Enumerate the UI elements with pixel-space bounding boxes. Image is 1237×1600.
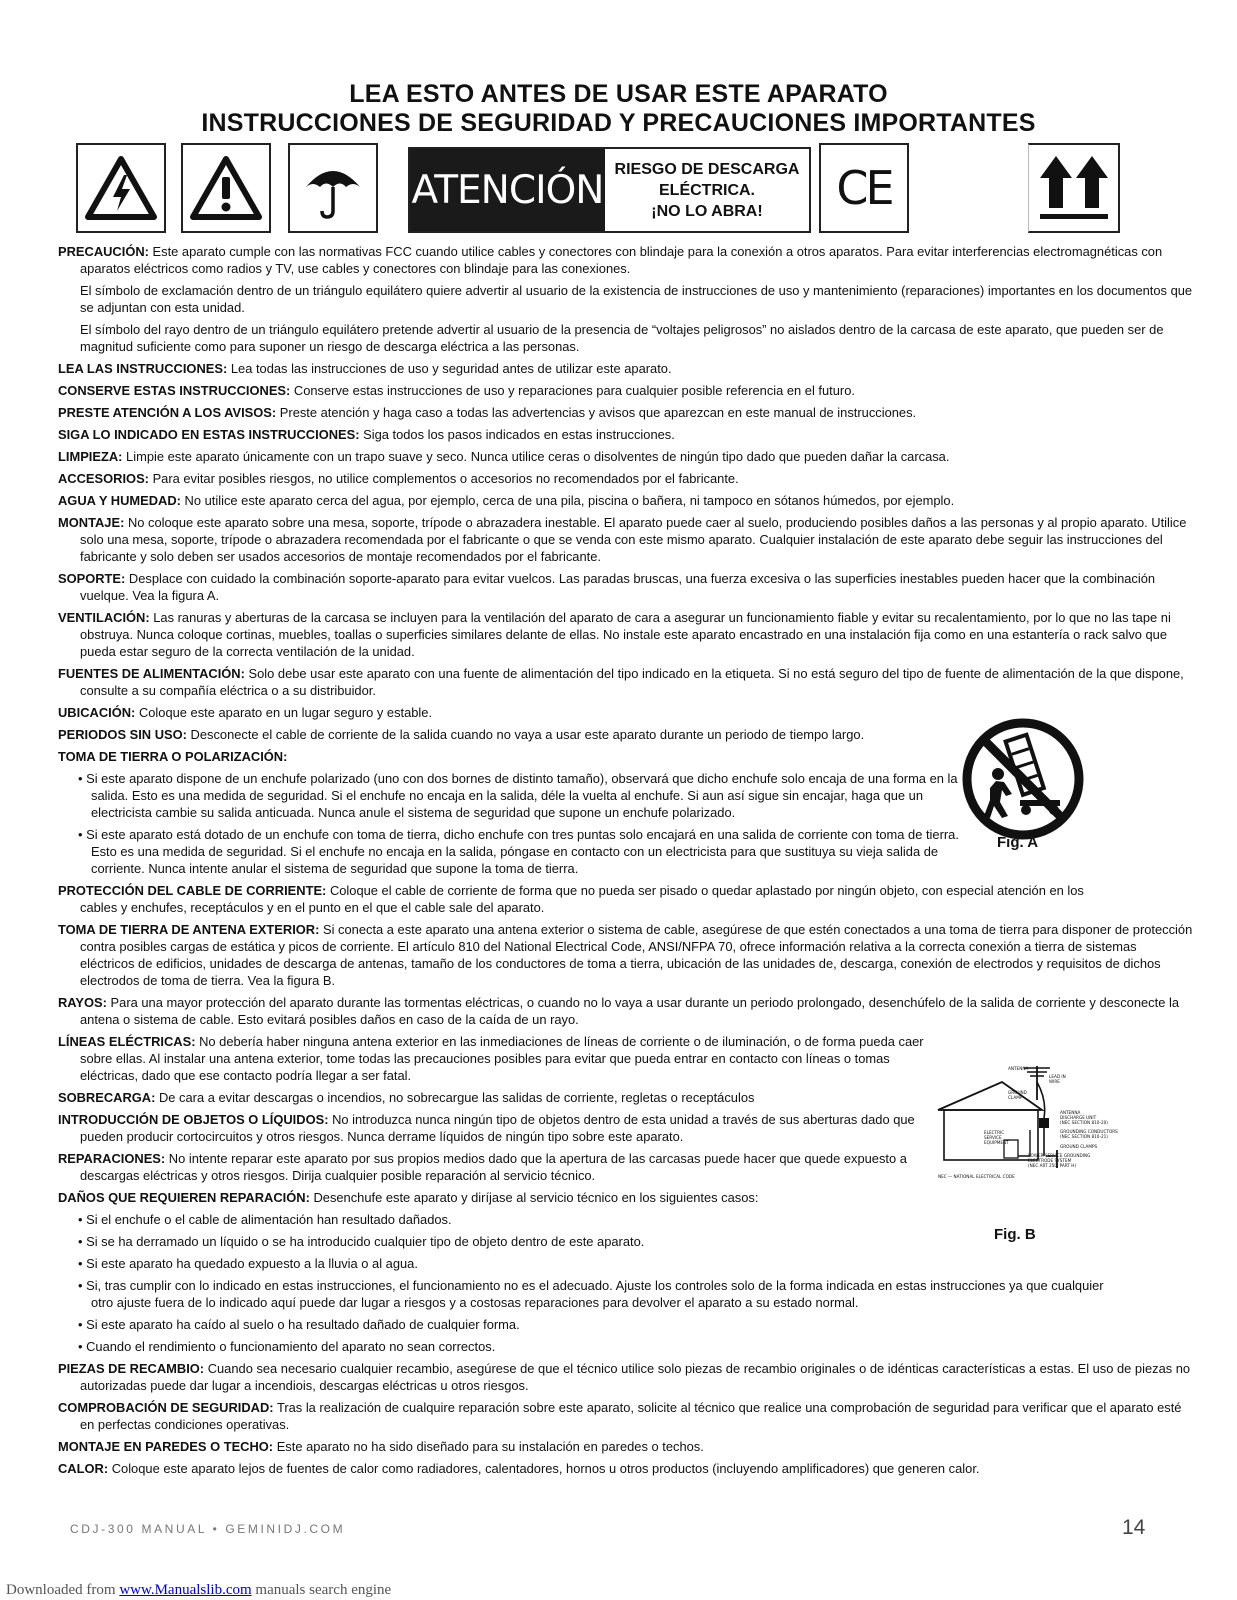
montaje-head: MONTAJE: xyxy=(58,515,125,530)
accesorios-text: Para evitar posibles riesgos, no utilice complementos o accesorios no recomendados por el fabricante. xyxy=(152,471,739,486)
reparaciones-head: REPARACIONES: xyxy=(58,1151,166,1166)
safety-instructions xyxy=(58,243,1193,1482)
preste-head: PRESTE ATENCIÓN A LOS AVISOS: xyxy=(58,405,277,420)
fuentes-text: Solo debe usar este aparato con una fuente de alimentación del tipo indicado en la etiqueta. Si no está seguro del tipo de fuente de alimentación de la que dispone, consulte a su compañía eléctrica o a su distribuidor. xyxy=(80,666,1184,698)
label-power-2: ELECTRODE SYSTEM xyxy=(1028,1158,1072,1163)
lineas-text: No debería haber ninguna antena exterior en las inmediaciones de líneas de corriente o de iluminación, o de forma pueda caer sobre ellas. Al instalar una antena exterior, tome todas las precauciones posibles para evitar que pueda entrar en contacto con líneas o tomas eléctricas, dado que ese contacto podría llegar a ser fatal. xyxy=(80,1034,924,1083)
danos-item-1: • Si el enchufe o el cable de alimentación han resultado dañados. xyxy=(78,1212,452,1227)
label-electric-3: EQUIPMENT xyxy=(984,1140,1009,1145)
manualslib-link[interactable]: www.Manualslib.com xyxy=(119,1582,252,1598)
label-wire: WIRE xyxy=(1049,1079,1060,1084)
ventilacion-text: Las ranuras y aberturas de la carcasa se incluyen para la ventilación del aparato de cara a asegurar un funcionamiento fiable y evitar su recalentamiento, por lo que no las tape ni obstruya. Nunca coloque cortinas, muebles, toallas o superficies similares delante de ellas. No instale este aparato encastrado en una instalación fija como en una estantería o rack salvo que pueda estar seguro de la correcta ventilación de la unidad. xyxy=(80,610,1171,659)
download-banner xyxy=(6,1582,391,1599)
page-subtitle: INSTRUCCIONES DE SEGURIDAD Y PRECAUCIONES IMPORTANTES xyxy=(201,109,1036,137)
label-electric-2: SERVICE xyxy=(984,1135,1002,1140)
proteccion-text: Coloque el cable de corriente de forma que no pueda ser pisado o quedar aplastado por ningún objeto, con especial atención en los cables y enchufes, receptáculos y en el punto en el que el cable sale del aparato. xyxy=(80,883,1084,915)
conserve-head: CONSERVE ESTAS INSTRUCCIONES: xyxy=(58,383,291,398)
this-way-up-arrows-icon xyxy=(1028,143,1120,233)
rayos-text: Para una mayor protección del aparato durante las tormentas eléctricas, o cuando no lo vaya a usar durante un periodo prolongado, desenchúfelo de la salida de corriente y desconecte la antena o sistema de cable. Esto evitará posibles daños en caso de la caída de un rayo. xyxy=(80,995,1179,1027)
preste-text: Preste atención y haga caso a todas las advertencias y avisos que aparezcan en este manual de instrucciones. xyxy=(279,405,917,420)
ce-mark-text: CE xyxy=(836,161,892,215)
label-ground-clamp-2: CLAMP xyxy=(1008,1095,1023,1100)
toma-bullet-2: • Si este aparato está dotado de un enchufe con toma de tierra, dicho enchufe con tres puntas solo encajará en una salida de corriente con toma de tierra. Esto es una medida de seguridad. Si el enchufe no encaja en la salida, póngase en contacto con un electricista para que sustituya su vieja salida de corriente. Nunca intente anular el sistema de seguridad que supone la toma de tierra. xyxy=(78,827,959,876)
download-prefix: Downloaded from xyxy=(6,1582,116,1598)
piezas-text: Cuando sea necesario cualquier recambio, asegúrese de que el técnico utilice solo piezas de recambio originales o de idénticas características a estas. El uso de piezas no autorizadas puede dar lugar a incendiois, descargas eléctricas u otros riesgos. xyxy=(80,1361,1191,1393)
attention-text: ATENCIÓN xyxy=(410,149,605,231)
footer-manual: CDJ-300 MANUAL • GEMINIDJ.COM xyxy=(70,1522,346,1536)
siga-head: SIGA LO INDICADO EN ESTAS INSTRUCCIONES: xyxy=(58,427,360,442)
label-nec: NEC — NATIONAL ELECTRICAL CODE xyxy=(938,1174,1015,1179)
label-power-3: (NEC ART 250, PART H) xyxy=(1028,1163,1077,1168)
comprobacion-head: COMPROBACIÓN DE SEGURIDAD: xyxy=(58,1400,274,1415)
soporte-text: Desplace con cuidado la combinación soporte-aparato para evitar vuelcos. Las paradas bruscas, una fuerza excesiva o las superficies inestables pueden hacer que la combinación vuelque. Vea la figura A. xyxy=(80,571,1156,603)
exclamation-triangle-icon xyxy=(181,143,271,233)
toma-head: TOMA DE TIERRA O POLARIZACIÓN: xyxy=(58,749,288,764)
limpieza-text: Limpie este aparato únicamente con un trapo suave y seco. Nunca utilice ceras o disolventes de ningún tipo dado que pueden dañar la carcasa. xyxy=(126,449,950,464)
warning-line-2: ELÉCTRICA. xyxy=(659,181,755,199)
label-antenna: ANTENNA xyxy=(1008,1066,1029,1071)
danos-item-4: • Si, tras cumplir con lo indicado en estas instrucciones, el funcionamiento no es el adecuado. Ajuste los controles solo de la forma indicada en estas instrucciones ya que cualquier otro ajuste fuera de lo indicado aquí puede dar lugar a riesgos y a costosas reparaciones para devolver el aparato a su estado normal. xyxy=(78,1278,1104,1310)
danos-item-2: • Si se ha derramado un líquido o se ha introducido cualquier tipo de objeto dentro de este aparato. xyxy=(78,1234,645,1249)
periodos-text: Desconecte el cable de corriente de la salida cuando no vaya a usar este aparato durante un periodo de tiempo largo. xyxy=(190,727,865,742)
calor-text: Coloque este aparato lejos de fuentes de calor como radiadores, calentadores, hornos u otros productos (incluyendo amplificadores) que generen calor. xyxy=(111,1461,980,1476)
limpieza-head: LIMPIEZA: xyxy=(58,449,123,464)
umbrella-icon xyxy=(288,143,378,233)
download-suffix: manuals search engine xyxy=(255,1582,392,1598)
paredes-head: MONTAJE EN PAREDES O TECHO: xyxy=(58,1439,274,1454)
figure-a-caption: Fig. A xyxy=(997,834,1039,851)
rayos-head: RAYOS: xyxy=(58,995,107,1010)
ubicacion-head: UBICACIÓN: xyxy=(58,705,136,720)
soporte-head: SOPORTE: xyxy=(58,571,126,586)
precaucion-head: PRECAUCIÓN: xyxy=(58,244,149,259)
label-discharge-3: (NEC SECTION 810-20) xyxy=(1060,1120,1108,1125)
reparaciones-text: No intente reparar este aparato por sus propios medios dado que la apertura de las carcasas puede hacer que quede expuesto a descargas eléctricas y otros riesgos. Dirija cualquier posible reparación al servicio técnico. xyxy=(80,1151,907,1183)
warning-label xyxy=(408,147,811,233)
label-electric-1: ELECTRIC xyxy=(984,1130,1005,1135)
lightning-triangle-icon xyxy=(76,143,166,233)
cart-tip-warning-icon xyxy=(960,716,1086,847)
paredes-text: Este aparato no ha sido diseñado para su instalación en paredes o techos. xyxy=(276,1439,704,1454)
exclamacion-text: El símbolo de exclamación dentro de un triángulo equilátero quiere advertir al usuario de la existencia de instrucciones de uso y mantenimiento (reparaciones) importantes en los documentos que se adjuntan con esta unidad. xyxy=(80,283,1193,315)
label-ground-clamp: GROUND xyxy=(1008,1090,1027,1095)
label-ground-clamps: GROUND CLAMPS xyxy=(1060,1144,1098,1149)
precaucion-text: Este aparato cumple con las normativas FCC cuando utilice cables y conectores con blindaje para la conexión a otros aparatos. Para evitar interferencias electromagnéticas con aparatos eléctricos como radios y TV, use cables y conectores con blindaje para las conexiones. xyxy=(80,244,1163,276)
label-power-1: POWER SERVICE GROUNDING xyxy=(1028,1153,1091,1158)
label-lead-in: LEAD IN xyxy=(1049,1074,1066,1079)
ce-mark-icon xyxy=(819,143,909,233)
montaje-text: No coloque este aparato sobre una mesa, soporte, trípode o abrazadera inestable. El aparato puede caer al suelo, produciendo posibles daños a las personas y al propio aparato. Utilice solo una mesa, soporte, trípode o abrazadera recomendada por el fabricante o que se venda con este mismo aparato. Cualquier instalación de este aparato debe seguir las instrucciones del fabricante y solo deben ser usados accesorios de montaje recomendados por el fabricante. xyxy=(80,515,1187,564)
conserve-text: Conserve estas instrucciones de uso y reparaciones para cualquier posible referencia en el futuro. xyxy=(293,383,855,398)
danos-item-5: • Si este aparato ha caído al suelo o ha resultado dañado de cualquier forma. xyxy=(78,1317,520,1332)
danos-head: DAÑOS QUE REQUIEREN REPARACIÓN: xyxy=(58,1190,310,1205)
label-conductors-1: GROUNDING CONDUCTORS xyxy=(1060,1129,1118,1134)
piezas-head: PIEZAS DE RECAMBIO: xyxy=(58,1361,205,1376)
siga-text: Siga todos los pasos indicados en estas instrucciones. xyxy=(363,427,675,442)
toma-bullet-1: • Si este aparato dispone de un enchufe polarizado (uno con dos bornes de distinto tamaño), observará que dicho enchufe solo encaja de una forma en la salida. Esto es una medida de seguridad. Si el enchufe no encaja en la salida, déle la vuelta al enchufe. Si aun así sigue sin encajar, haga que un electricista cambie su salida anticuada. Nunca anule el sistema de seguridad que supone un enchufe polarizado. xyxy=(78,771,958,820)
periodos-head: PERIODOS SIN USO: xyxy=(58,727,187,742)
sobrecarga-text: De cara a evitar descargas o incendios, no sobrecargue las salidas de corriente, regletas o receptáculos xyxy=(159,1090,755,1105)
comprobacion-text: Tras la realización de cualquire reparación sobre este aparato, solicite al técnico que realice una comprobación de seguridad para verificar que el aparato esté en perfectas condiciones operativas. xyxy=(80,1400,1182,1432)
ventilacion-head: VENTILACIÓN: xyxy=(58,610,150,625)
page-title: LEA ESTO ANTES DE USAR ESTE APARATO xyxy=(349,80,888,108)
rayo-text: El símbolo del rayo dentro de un triángulo equilátero pretende advertir al usuario de la presencia de “voltajes peligrosos” no aislados dentro de la carcasa de este aparato, que pueden ser de magnitud suficiente como para suponer un riesgo de descarga eléctrica a las personas. xyxy=(80,322,1164,354)
lineas-head: LÍNEAS ELÉCTRICAS: xyxy=(58,1034,196,1049)
label-discharge-1: ANTENNA xyxy=(1060,1110,1081,1115)
danos-item-6: • Cuando el rendimiento o funcionamiento del aparato no sean correctos. xyxy=(78,1339,496,1354)
agua-head: AGUA Y HUMEDAD: xyxy=(58,493,181,508)
calor-head: CALOR: xyxy=(58,1461,109,1476)
page-number: 14 xyxy=(1122,1516,1146,1539)
ubicacion-text: Coloque este aparato en un lugar seguro y estable. xyxy=(138,705,433,720)
label-conductors-2: (NEC SECTION 810-21) xyxy=(1060,1134,1108,1139)
warning-line-1: RIESGO DE DESCARGA xyxy=(614,160,800,178)
figure-b-caption: Fig. B xyxy=(994,1226,1036,1243)
introduccion-text: No introduzca nunca ningún tipo de objetos dentro de esta unidad a través de sus aberturas dado que pueden producir cortocircuitos y otros riesgos. Nunca derrame líquidos de ningún tipo sobre este aparato. xyxy=(80,1112,915,1144)
antena-head: TOMA DE TIERRA DE ANTENA EXTERIOR: xyxy=(58,922,320,937)
agua-text: No utilice este aparato cerca del agua, por ejemplo, cerca de una pila, piscina o bañera, ni tampoco en sótanos húmedos, por ejemplo. xyxy=(184,493,955,508)
introduccion-head: INTRODUCCIÓN DE OBJETOS O LÍQUIDOS: xyxy=(58,1112,329,1127)
accesorios-head: ACCESORIOS: xyxy=(58,471,149,486)
danos-text: Desenchufe este aparato y diríjase al servicio técnico en los siguientes casos: xyxy=(313,1190,759,1205)
danos-item-3: • Si este aparato ha quedado expuesto a la lluvia o al agua. xyxy=(78,1256,418,1271)
antenna-grounding-diagram xyxy=(932,1060,1128,1191)
lea-text: Lea todas las instrucciones de uso y seguridad antes de utilizar este aparato. xyxy=(230,361,672,376)
label-discharge-2: DISCHARGE UNIT xyxy=(1060,1115,1097,1120)
lea-head: LEA LAS INSTRUCCIONES: xyxy=(58,361,228,376)
fuentes-head: FUENTES DE ALIMENTACIÓN: xyxy=(58,666,245,681)
proteccion-head: PROTECCIÓN DEL CABLE DE CORRIENTE: xyxy=(58,883,327,898)
antena-text: Si conecta a este aparato una antena exterior o sistema de cable, asegúrese de que estén conectados a una toma de tierra para disponer de protección contra posibles cargas de estática y picos de corriente. El artículo 810 del National Electrical Code, ANSI/NFPA 70, ofrece información relativa a la correcta conexión a tierra de sistemas eléctricos de edificios, unidades de descarga de antenas, tamaño de los conductores de toma a tierra, ubicación de las unidades de, descarga, conexión de electrodos y requisitos de dichos electrodos de toma de tierra. Vea la figura B. xyxy=(80,922,1193,988)
warning-line-3: ¡NO LO ABRA! xyxy=(651,202,763,220)
sobrecarga-head: SOBRECARGA: xyxy=(58,1090,156,1105)
